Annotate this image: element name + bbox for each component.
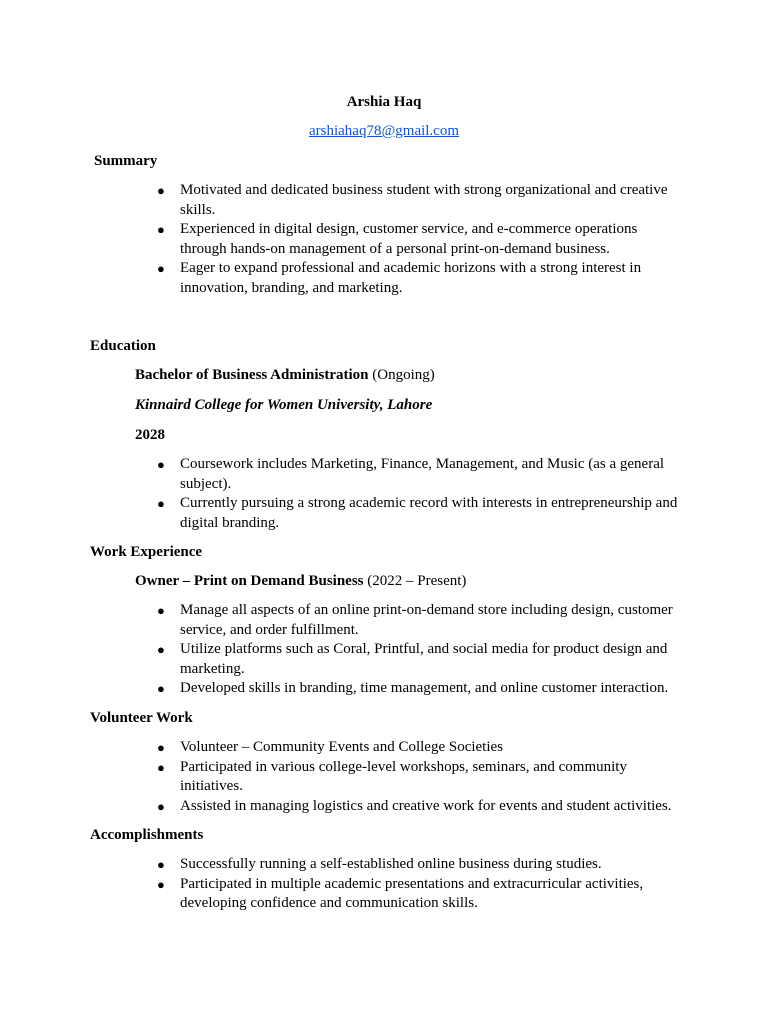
resume-name: Arshia Haq bbox=[346, 94, 422, 110]
bullet-icon: ● bbox=[157, 857, 165, 872]
bullet-icon: ● bbox=[157, 759, 165, 775]
bullet-icon: ● bbox=[157, 798, 165, 814]
role-title: Owner – Print on Demand Business bbox=[135, 573, 364, 589]
bullet-icon: ● bbox=[157, 681, 165, 696]
bullet-icon: ● bbox=[157, 183, 165, 198]
bullet-icon: ● bbox=[157, 740, 165, 755]
bullet-icon: ● bbox=[157, 261, 165, 276]
list-item: ● Successfully running a self-established online business during studies. bbox=[180, 855, 680, 875]
list-item: ● Participated in various college-level workshops, seminars, and community initiatives. bbox=[157, 758, 627, 794]
accomplishments-heading: Accomplishments bbox=[90, 827, 204, 843]
role-period: (2022 – Present) bbox=[363, 573, 467, 589]
volunteer-heading: Volunteer Work bbox=[90, 710, 193, 726]
list-item: ● Developed skills in branding, time management, and online customer interaction. bbox=[180, 679, 680, 699]
summary-list bbox=[157, 181, 680, 298]
education-heading: Education bbox=[90, 338, 156, 354]
list-item: ● Motivated and dedicated business student with strong organizational and creative skills. bbox=[157, 182, 668, 218]
list-item: ● Coursework includes Marketing, Finance, Management, and Music (as a general subject). bbox=[157, 456, 665, 492]
list-item: ● Currently pursuing a strong academic record with interests in entrepreneurship and digital branding. bbox=[157, 495, 678, 531]
degree-status: (Ongoing) bbox=[368, 367, 435, 383]
graduation-year: 2028 bbox=[135, 427, 165, 443]
role-line bbox=[135, 572, 466, 590]
degree-title: Bachelor of Business Administration bbox=[135, 367, 369, 383]
bullet-icon: ● bbox=[157, 457, 165, 472]
list-item: ● Eager to expand professional and academic horizons with a strong interest in innovation, branding, and marketing. bbox=[157, 260, 642, 296]
work-heading: Work Experience bbox=[90, 544, 203, 560]
list-item: ● Utilize platforms such as Coral, Printful, and social media for product design and marketing. bbox=[157, 641, 668, 677]
degree-line bbox=[135, 366, 435, 384]
list-item: ● Manage all aspects of an online print-on-demand store including design, customer service, and order fulfillment. bbox=[157, 602, 673, 638]
list-item: ● Experienced in digital design, customer service, and e-commerce operations through hands-on management of a personal print-on-demand business. bbox=[157, 221, 638, 257]
bullet-icon: ● bbox=[157, 496, 165, 511]
bullet-icon: ● bbox=[157, 222, 165, 237]
list-item: ● Participated in multiple academic presentations and extracurricular activities, developing confidence and communication skills. bbox=[157, 875, 644, 911]
bullet-icon: ● bbox=[157, 876, 165, 892]
email-line bbox=[0, 122, 768, 140]
bullet-icon: ● bbox=[157, 603, 165, 618]
summary-heading: Summary bbox=[94, 153, 158, 169]
education-list bbox=[157, 455, 680, 533]
list-item: ● Volunteer – Community Events and College Societies bbox=[180, 738, 680, 758]
bullet-icon: ● bbox=[157, 642, 165, 657]
work-list bbox=[157, 601, 680, 699]
institution: Kinnaird College for Women University, Lahore bbox=[135, 397, 433, 413]
email-link[interactable]: arshiahaq78@gmail.com bbox=[308, 123, 460, 139]
list-item: ● Assisted in managing logistics and creative work for events and student activities. bbox=[180, 797, 680, 817]
volunteer-list bbox=[157, 738, 680, 816]
accomplishments-list bbox=[157, 855, 680, 914]
